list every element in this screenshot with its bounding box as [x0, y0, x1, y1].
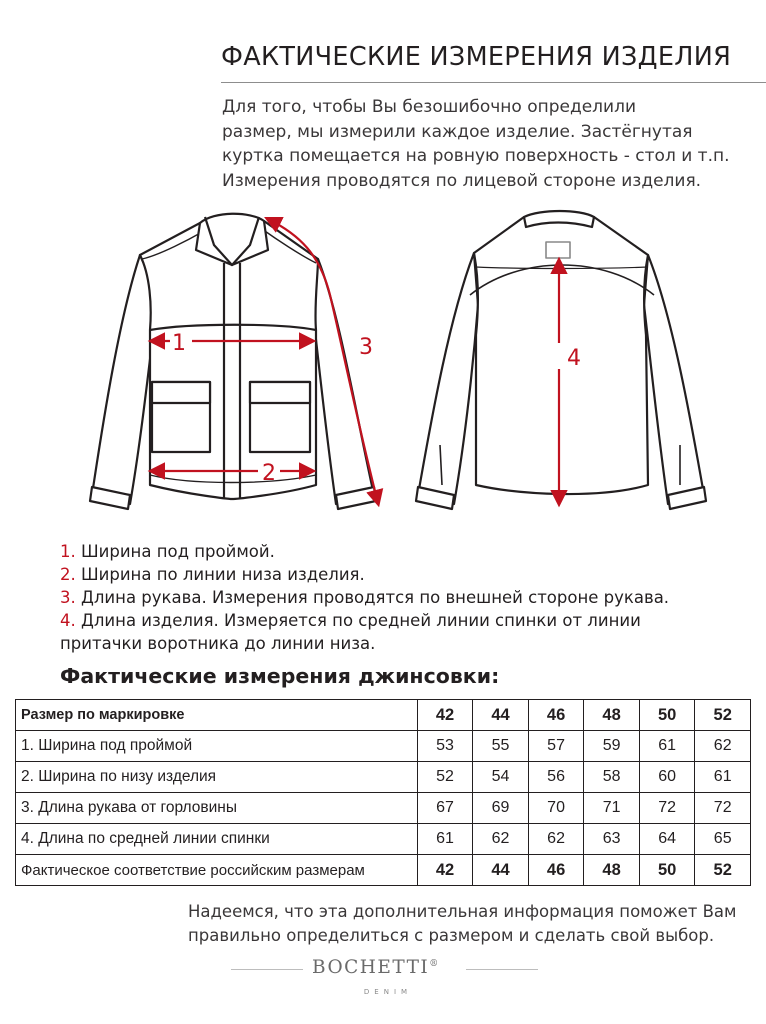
table-cell: 57	[528, 731, 584, 762]
table-cell: 52	[695, 700, 751, 731]
marker-2: 2	[262, 461, 276, 486]
legend-item	[60, 540, 669, 563]
table-cell: 62	[695, 731, 751, 762]
table-cell: 62	[528, 824, 584, 855]
row-label: Фактическое соответствие российским размерам	[16, 855, 418, 886]
table-row	[16, 762, 751, 793]
table-row	[16, 793, 751, 824]
registered-mark: ®	[429, 958, 440, 969]
table-cell: 50	[639, 700, 695, 731]
table-cell: 72	[639, 793, 695, 824]
table-cell: 54	[473, 762, 529, 793]
legend-number: 4.	[60, 611, 76, 630]
legend-text: Длина изделия. Измеряется по средней линии спинки от линии	[75, 611, 641, 630]
table-cell: 46	[528, 855, 584, 886]
table-cell: 64	[639, 824, 695, 855]
table-cell: 44	[473, 855, 529, 886]
jacket-back-view	[416, 211, 706, 509]
brand-divider-right	[466, 969, 538, 970]
table-cell: 70	[528, 793, 584, 824]
table-cell: 52	[417, 762, 473, 793]
legend-item	[60, 563, 669, 586]
table-title: Фактические измерения джинсовки:	[60, 664, 500, 688]
table-cell: 67	[417, 793, 473, 824]
table-cell: 52	[695, 855, 751, 886]
row-label: Размер по маркировке	[16, 700, 418, 731]
table-cell: 50	[639, 855, 695, 886]
closing-line: Надеемся, что эта дополнительная информация поможет Вам	[188, 902, 737, 921]
table-cell: 48	[584, 700, 640, 731]
marker-1: 1	[172, 331, 186, 356]
legend-text: Ширина под проймой.	[75, 542, 275, 561]
table-cell: 71	[584, 793, 640, 824]
legend-text: притачки воротника до линии низа.	[60, 634, 376, 653]
table-cell: 53	[417, 731, 473, 762]
jacket-measurement-diagram	[0, 195, 766, 525]
table-cell: 58	[584, 762, 640, 793]
closing-text	[188, 900, 736, 948]
measurement-legend	[60, 540, 669, 655]
legend-text: Ширина по линии низа изделия.	[75, 565, 365, 584]
marker-4: 4	[567, 346, 581, 371]
legend-item	[60, 632, 669, 655]
intro-line: размер, мы измерили каждое изделие. Застёгнутая	[222, 121, 693, 142]
table-cell: 44	[473, 700, 529, 731]
intro-text	[222, 95, 730, 193]
table-cell: 61	[417, 824, 473, 855]
row-label: 2. Ширина по низу изделия	[16, 762, 418, 793]
title-divider	[221, 82, 766, 83]
table-cell: 60	[639, 762, 695, 793]
table-row	[16, 824, 751, 855]
table-row	[16, 700, 751, 731]
intro-line: Измерения проводятся по лицевой стороне изделия.	[222, 170, 702, 191]
legend-item	[60, 586, 669, 609]
table-row	[16, 731, 751, 762]
table-cell: 59	[584, 731, 640, 762]
table-cell: 42	[417, 855, 473, 886]
table-cell: 61	[639, 731, 695, 762]
table-cell: 65	[695, 824, 751, 855]
table-cell: 72	[695, 793, 751, 824]
intro-line: куртка помещается на ровную поверхность - стол и т.п.	[222, 146, 730, 166]
brand-name: BOCHETTI	[312, 957, 430, 978]
legend-number: 2.	[60, 565, 76, 584]
jacket-front-view	[90, 214, 376, 509]
row-label: 4. Длина по средней линии спинки	[16, 824, 418, 855]
legend-number: 3.	[60, 588, 76, 607]
table-row	[16, 855, 751, 886]
table-cell: 46	[528, 700, 584, 731]
row-label: 1. Ширина под проймой	[16, 731, 418, 762]
intro-line: Для того, чтобы Вы безошибочно определили	[222, 97, 637, 117]
table-cell: 55	[473, 731, 529, 762]
page-title: ФАКТИЧЕСКИЕ ИЗМЕРЕНИЯ ИЗДЕЛИЯ	[221, 42, 732, 72]
legend-text: Длина рукава. Измерения проводятся по внешней стороне рукава.	[75, 588, 670, 607]
size-table	[15, 699, 751, 886]
table-cell: 61	[695, 762, 751, 793]
brand-divider-left	[231, 969, 303, 970]
table-cell: 42	[417, 700, 473, 731]
table-cell: 56	[528, 762, 584, 793]
table-cell: 69	[473, 793, 529, 824]
table-cell: 62	[473, 824, 529, 855]
table-cell: 48	[584, 855, 640, 886]
marker-3: 3	[359, 335, 373, 360]
closing-line: правильно определиться с размером и сделать свой выбор.	[188, 926, 715, 945]
table-cell: 63	[584, 824, 640, 855]
brand-logo	[312, 957, 440, 978]
legend-number: 1.	[60, 542, 76, 561]
legend-item	[60, 609, 669, 632]
row-label: 3. Длина рукава от горловины	[16, 793, 418, 824]
brand-subtitle: DENIM	[363, 988, 413, 996]
